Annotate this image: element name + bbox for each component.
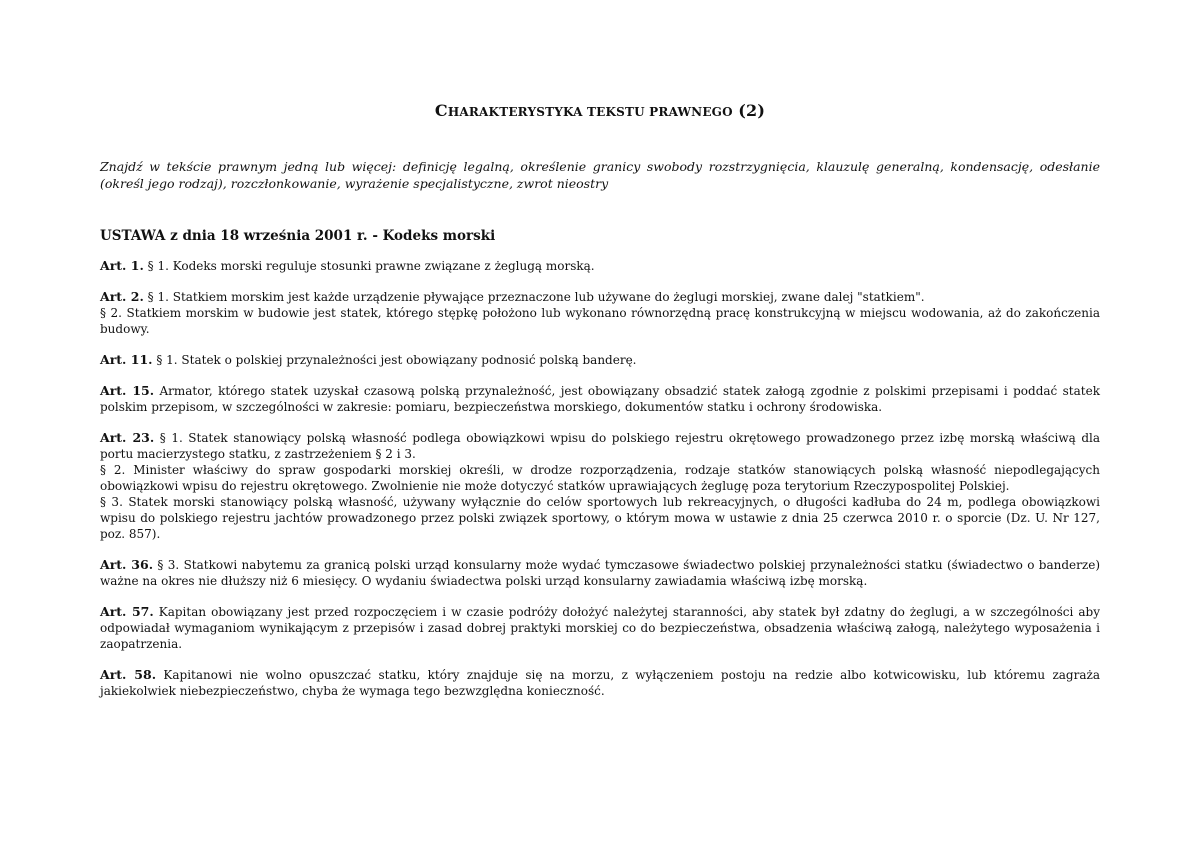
article-paragraph xyxy=(100,462,1100,494)
paragraph-text: § 1. Statkiem morskim jest każde urządzenie pływające przeznaczone lub używane do żeglugi morskiej, zwane dalej "statkiem". xyxy=(147,290,925,304)
paragraph-text: § 1. Statek stanowiący polską własność podlega obowiązkowi wpisu do polskiego rejestru okrętowego prowadzonego przez izbę morską właściwą dla portu macierzystego statku, z zastrzeżeniem § 2 i 3. xyxy=(100,431,1100,461)
article xyxy=(100,604,1100,652)
paragraph-text: Armator, którego statek uzyskał czasową polską przynależność, jest obowiązany obsadzić statek załogą zgodnie z polskimi przepisami i poddać statek polskim przepisom, w szczególności w zakresie: pomiaru, bezpieczeństwa morskiego, dokumentów statku i ochrony środowiska. xyxy=(100,384,1100,414)
article-paragraph xyxy=(100,557,1100,589)
article-paragraph xyxy=(100,352,1100,368)
article-number: Art. 1. xyxy=(100,258,144,273)
document-title xyxy=(100,101,1100,120)
article-number: Art. 58. xyxy=(100,667,157,682)
act-heading: USTAWA z dnia 18 września 2001 r. - Kodeks morski xyxy=(100,228,496,244)
paragraph-text: § 3. Statkowi nabytemu za granicą polski urząd konsularny może wydać tymczasowe świadectwo polskiej przynależności statku (świadectwo o banderze) ważne na okres nie dłuższy niż 6 miesięcy. O wydaniu świadectwa polski urząd konsularny zawiadamia właściwą izbę morską. xyxy=(100,558,1100,588)
article xyxy=(100,430,1100,542)
paragraph-text: Kapitan obowiązany jest przed rozpoczęciem i w czasie podróży dołożyć należytej staranności, aby statek był zdatny do żeglugi, a w szczególności aby odpowiadał wymaganiom wynikającym z przepisów i zasad dobrej praktyki morskiej co do bezpieczeństwa, obsadzenia właściwą załogą, należytego wyposażenia i zaopatrzenia. xyxy=(100,605,1100,651)
article-paragraph xyxy=(100,383,1100,415)
article-paragraph xyxy=(100,305,1100,337)
article-paragraph xyxy=(100,258,1100,274)
paragraph-text: § 2. Statkiem morskim w budowie jest statek, którego stępkę położono lub wykonano równorzędną pracę konstrukcyjną w miejscu wodowania, aż do zakończenia budowy. xyxy=(100,306,1100,336)
article xyxy=(100,258,1100,274)
paragraph-text: § 2. Minister właściwy do spraw gospodarki morskiej określi, w drodze rozporządzenia, rodzaje statków stanowiących polską własność niepodlegających obowiązkowi wpisu do rejestru okrętowego. Zwolnienie nie może dotyczyć statków uprawiających żeglugę poza terytorium Rzeczypospolitej Polskiej. xyxy=(100,463,1100,493)
article-paragraph xyxy=(100,667,1100,699)
articles-list xyxy=(100,258,1100,699)
article xyxy=(100,667,1100,699)
article xyxy=(100,557,1100,589)
article-number: Art. 15. xyxy=(100,383,155,398)
article-number: Art. 23. xyxy=(100,430,155,445)
paragraph-text: § 1. Statek o polskiej przynależności jest obowiązany podnosić polską banderę. xyxy=(156,353,637,367)
paragraph-text: § 1. Kodeks morski reguluje stosunki prawne związane z żeglugą morską. xyxy=(147,259,595,273)
article-number: Art. 36. xyxy=(100,557,154,572)
title-first-letter: C xyxy=(434,101,448,120)
article-number: Art. 57. xyxy=(100,604,154,619)
article-number: Art. 2. xyxy=(100,289,144,304)
article-paragraph xyxy=(100,289,1100,305)
article-paragraph xyxy=(100,604,1100,652)
paragraph-text: § 3. Statek morski stanowiący polską własność, używany wyłącznie do celów sportowych lub rekreacyjnych, o długości kadłuba do 24 m, podlega obowiązkowi wpisu do polskiego rejestru jachtów prowadzonego przez polski związek sportowy, o którym mowa w ustawie z dnia 25 czerwca 2010 r. o sporcie (Dz. U. Nr 127, poz. 857). xyxy=(100,495,1100,541)
article-paragraph xyxy=(100,430,1100,462)
article-number: Art. 11. xyxy=(100,352,153,367)
article xyxy=(100,352,1100,368)
article-paragraph xyxy=(100,494,1100,542)
task-instruction: Znajdź w tekście prawnym jedną lub więcej: definicję legalną, określenie granicy swobody rozstrzygnięcia, klauzulę generalną, kondensację, odesłanie (określ jego rodzaj), rozczłonkowanie, wyrażenie specjalistyczne, zwrot nieostry xyxy=(100,159,1100,191)
article xyxy=(100,383,1100,415)
article xyxy=(100,289,1100,337)
title-suffix: (2) xyxy=(738,101,766,120)
paragraph-text: Kapitanowi nie wolno opuszczać statku, który znajduje się na morzu, z wyłączeniem postoju na redzie albo kotwicowisku, lub któremu zagraża jakiekolwiek niebezpieczeństwo, chyba że wymaga tego bezwzględna konieczność. xyxy=(100,668,1100,698)
title-rest: HARAKTERYSTYKA TEKSTU PRAWNEGO xyxy=(447,105,733,119)
